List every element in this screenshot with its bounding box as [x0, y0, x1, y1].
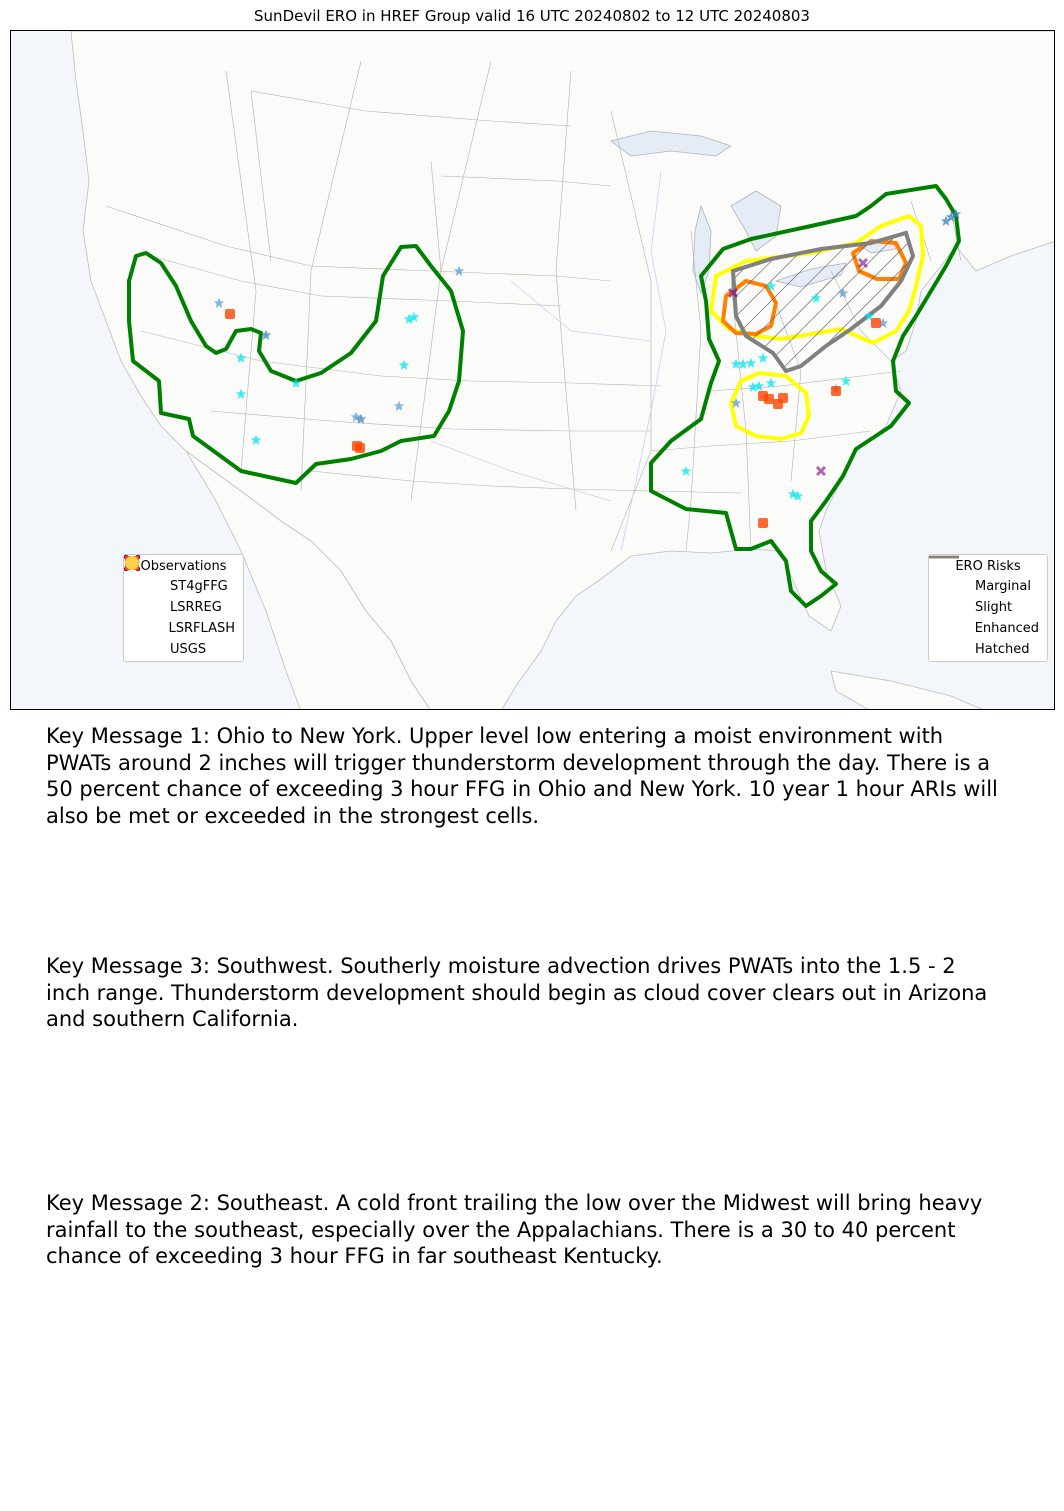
- map-title: SunDevil ERO in HREF Group valid 16 UTC 20240802 to 12 UTC 20240803: [254, 7, 810, 25]
- lsrflash-marker: [871, 318, 881, 328]
- line-swatch-icon: [937, 597, 967, 618]
- legend-label-marginal: Marginal: [975, 579, 1031, 594]
- legend-item-usgs: [132, 639, 235, 660]
- lsrflash-marker: [773, 399, 783, 409]
- star-icon: [132, 576, 162, 597]
- legend-label-lsrreg: LSRREG: [170, 600, 222, 615]
- lsrflash-marker: [764, 394, 774, 404]
- legend-item-hatched: [937, 639, 1039, 660]
- lsrflash-marker: [355, 443, 365, 453]
- legend-label-slight: Slight: [975, 600, 1013, 615]
- legend-item-slight: [937, 597, 1039, 618]
- legend-item-lsrreg: [132, 597, 235, 618]
- lsrflash-marker: [831, 386, 841, 396]
- key-message-3: Key Message 3: Southwest. Southerly moisture advection drives PWATs into the 1.5 - 2 inch range. Thunderstorm development should begin as cloud cover clears out in Arizona and southern California.: [46, 954, 988, 1031]
- legend-label-hatched: Hatched: [975, 642, 1030, 657]
- legend-label-usgs: USGS: [170, 642, 207, 657]
- line-swatch-icon: [937, 618, 967, 639]
- observations-legend: [123, 554, 244, 662]
- lsrflash-marker: [225, 309, 235, 319]
- key-message-1: Key Message 1: Ohio to New York. Upper level low entering a moist environment with PWATs around 2 inches will trigger thunderstorm development through the day. There is a 50 percent chance of exceeding 3 hour FFG in Ohio and New York. 10 year 1 hour ARIs will also be met or exceeded in the strongest cells.: [46, 724, 998, 828]
- legend-item-marginal: [937, 576, 1039, 597]
- square-icon: [132, 618, 161, 639]
- line-swatch-icon: [937, 576, 967, 597]
- lsrflash-marker: [758, 518, 768, 528]
- x-icon: [132, 597, 162, 618]
- legend-item-enhanced: [937, 618, 1039, 639]
- legend-item-lsrflash: [132, 618, 235, 639]
- ero-legend: [928, 554, 1048, 662]
- line-swatch-icon: [937, 639, 967, 660]
- legend-label-enhanced: Enhanced: [974, 621, 1039, 636]
- legend-label-lsrflash: LSRFLASH: [168, 621, 235, 636]
- ero-legend-title: ERO Risks: [955, 559, 1021, 574]
- observations-legend-title: Observations: [140, 559, 227, 574]
- legend-item-st4gffg: [132, 576, 235, 597]
- legend-label-st4gffg: ST4gFFG: [170, 579, 228, 594]
- circle-icon: [132, 639, 162, 660]
- key-message-2: Key Message 2: Southeast. A cold front trailing the low over the Midwest will bring heavy rainfall to the southeast, especially over the Appalachians. There is a 30 to 40 percent chance of exceeding 3 hour FFG in far southeast Kentucky.: [46, 1191, 983, 1268]
- map-panel[interactable]: [10, 30, 1055, 710]
